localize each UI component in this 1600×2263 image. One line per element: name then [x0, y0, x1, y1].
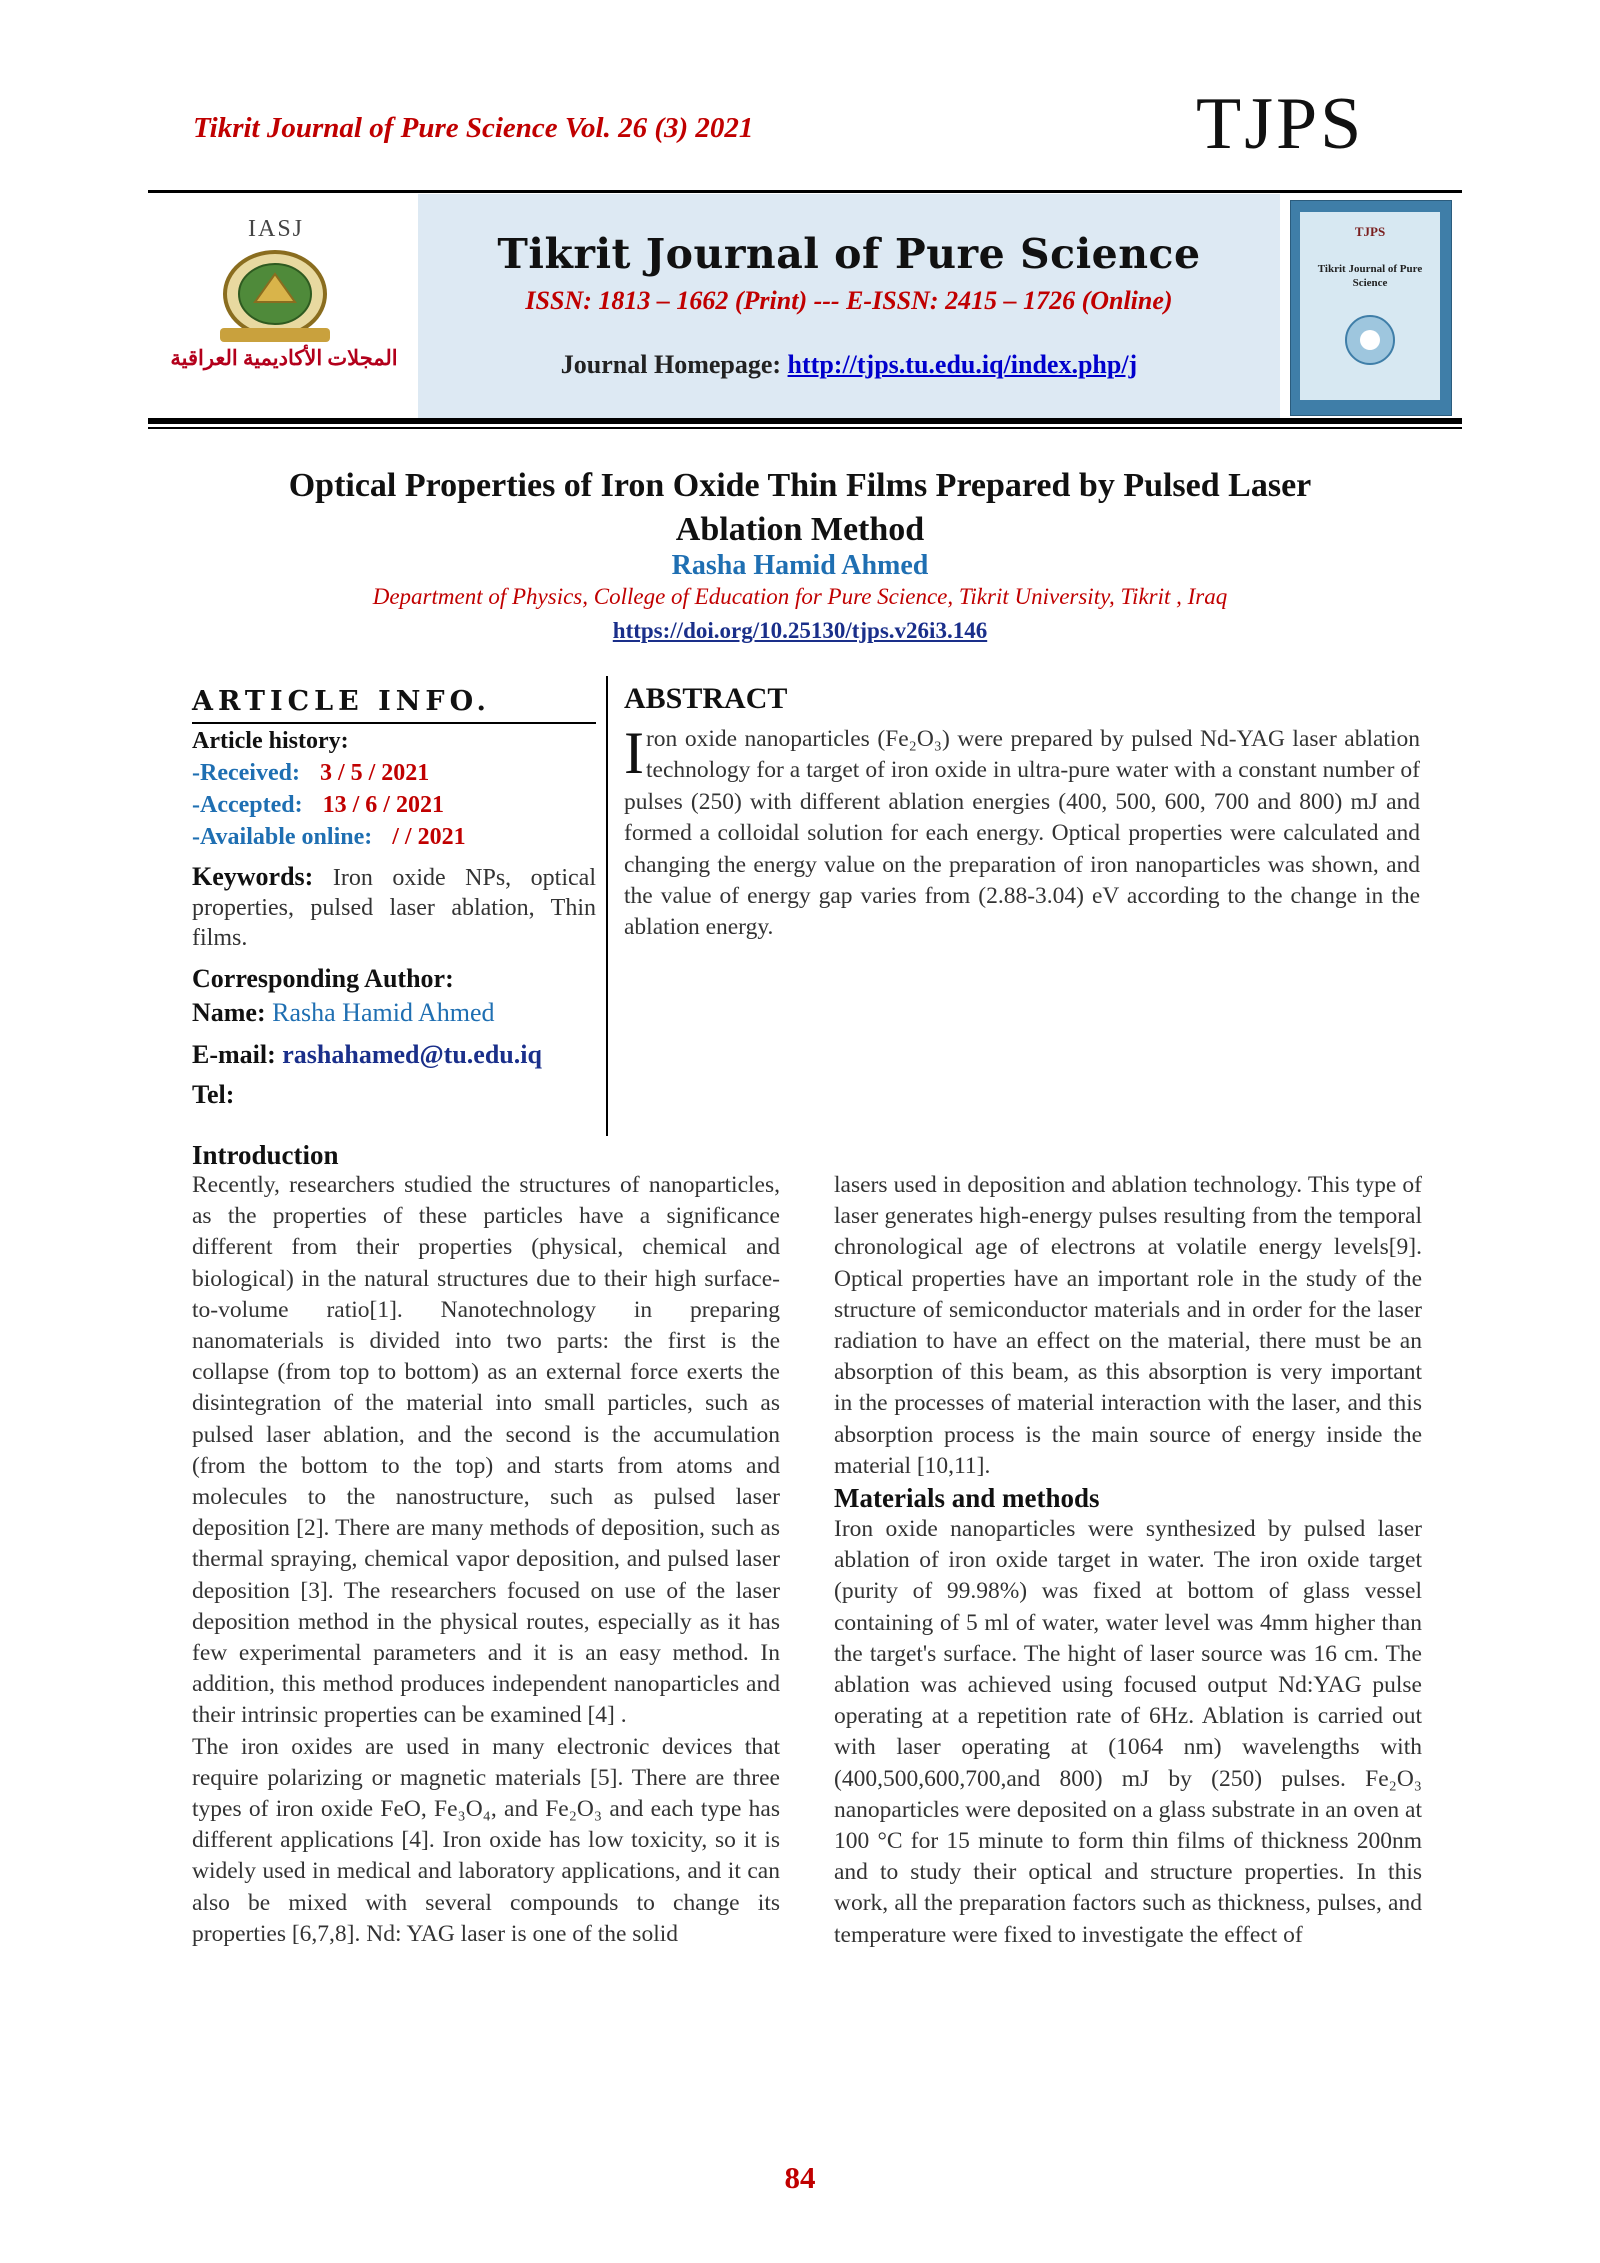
accepted-date: 13 / 6 / 2021 — [322, 792, 444, 818]
available-online-date: / / 2021 — [392, 824, 466, 850]
email-row — [192, 1040, 542, 1070]
paper-author: Rasha Hamid Ahmed — [671, 550, 929, 581]
paper-affiliation: Department of Physics, College of Education for Pure Science, Tikrit University, Tikrit , Iraq — [372, 584, 1228, 609]
abstract-dropcap: I — [624, 720, 644, 786]
abstract-text: ron oxide nanoparticles (Fe₂O₃) were prepared by pulsed Nd-YAG laser ablation technology for a target of iron oxide in ultra-pure water with a constant number of pulses (250) with different ablation energies (400, 500, 600, 700 and 800) mJ and formed a colloidal solution for each energy. Optical properties were calculated and changing the energy value on the preparation of iron nanoparticles was shown, and the value of energy gap varies from (2.88-3.04) eV according to the change in the ablation energy. — [624, 726, 1420, 941]
banner-journal-title: Tikrit Journal of Pure Science — [497, 230, 1201, 278]
iasj-emblem-icon — [200, 244, 350, 348]
cover-journal-name: Tikrit Journal of Pure Science — [1317, 263, 1423, 289]
received-label: -Received: — [192, 760, 300, 786]
tjps-masthead: TJPS — [1196, 83, 1365, 165]
intro-paragraph-3: lasers used in deposition and ablation technology. This type of laser generates high-energy pulses resulting from the temporal chronological age of electrons at volatile energy levels[9]. Optical properties have an important role in the study of the structure of semiconductor materials and in order for the laser radiation to have an effect on the material, there must be an absorption of this beam, as this absorption is very important in the processes of material interaction with the laser, and this absorption process is the main source of energy inside the material [10,11]. — [834, 1172, 1422, 1479]
journal-cover-inner — [1300, 212, 1440, 400]
article-history-label: Article history: — [192, 728, 349, 754]
homepage-link[interactable]: http://tjps.tu.edu.iq/index.php/j — [787, 350, 1138, 379]
received-date: 3 / 5 / 2021 — [319, 760, 430, 786]
accepted-label: -Accepted: — [192, 792, 303, 818]
body-left-column — [192, 1170, 780, 1950]
keywords-text: Iron oxide NPs, optical properties, pulsed laser ablation, Thin films. — [192, 865, 596, 951]
iasj-label: IASJ — [248, 216, 305, 242]
tel-label: Tel: — [192, 1080, 235, 1109]
corresponding-author-label: Corresponding Author: — [192, 964, 454, 993]
homepage-label: Journal Homepage: — [560, 350, 788, 379]
column-divider — [606, 676, 608, 1136]
header-rule — [148, 190, 1462, 193]
intro-paragraph-1: Recently, researchers studied the structures of nanoparticles, as the properties of these particles have a significance different from their properties (physical, chemical and biological) in the natural structures due to their high surface-to-volume ratio[1]. Nanotechnology in preparing nanomaterials is divided into two parts: the first is the collapse (from top to bottom) as an external force exerts the disintegration of the material into small particles, such as pulsed laser ablation, and the second is the accumulation (from the bottom to the top) and starts from atoms and molecules to the nanostructure, such as pulsed laser deposition [2]. There are many methods of deposition, such as thermal spraying, chemical vapor deposition, and pulsed laser deposition [3]. The researchers focused on use of the laser deposition method in the physical routes, especially as it has few experimental parameters and it is an easy method. In addition, this method produces independent nanoparticles and their intrinsic properties can be examined [4] . — [192, 1172, 780, 1729]
body-right-column — [834, 1170, 1422, 1951]
available-online-row — [192, 824, 466, 851]
banner-rule-thin — [148, 427, 1462, 429]
abstract-body — [624, 720, 1420, 944]
page-number: 84 — [784, 2160, 816, 2195]
accepted-row — [192, 792, 444, 819]
received-row — [192, 760, 429, 787]
banner-homepage — [418, 350, 1280, 380]
paper-title — [200, 464, 1400, 552]
methods-heading: Materials and methods — [834, 1483, 1100, 1514]
article-info-rule — [192, 722, 596, 724]
author-name-row — [192, 998, 495, 1028]
introduction-heading: Introduction — [192, 1140, 339, 1170]
paper-title-line-2: Ablation Method — [675, 511, 925, 548]
paper-doi-link[interactable]: https://doi.org/10.25130/tjps.v26i3.146 — [612, 618, 988, 643]
email-value[interactable]: rashahamed@tu.edu.iq — [282, 1040, 542, 1069]
iasj-arabic-name: المجلات الأكاديمية العراقية — [170, 346, 398, 370]
email-label: E-mail: — [192, 1040, 283, 1069]
author-name-value: Rasha Hamid Ahmed — [272, 998, 495, 1027]
cover-tjps-label: TJPS — [1354, 224, 1386, 239]
abstract-heading: ABSTRACT — [624, 682, 788, 715]
cover-graphic-icon — [1330, 310, 1410, 370]
available-online-label: -Available online: — [192, 824, 373, 850]
methods-paragraph: Iron oxide nanoparticles were synthesized by pulsed laser ablation of iron oxide target in water. The iron oxide target (purity of 99.98%) was fixed at bottom of glass vessel containing of 5 ml of water, water level was 4mm higher than the target's surface. The hight of laser source was 16 cm. The ablation was achieved using focused output Nd:YAG pulse operating at a repetition rate of 6Hz. Ablation is carried out with laser operating at (1064 nm) wavelengths with (400,500,600,700,and 800) mJ by (250) pulses. Fe₂O₃ nanoparticles were deposited on a glass substrate in an oven at 100 °C for 15 minute to form thin films of thickness 200nm and to study their optical and structure properties. In this work, all the preparation factors such as thickness, pulses, and temperature were fixed to investigate the effect of — [834, 1516, 1422, 1948]
banner-issn: ISSN: 1813 – 1662 (Print) --- E-ISSN: 2415 – 1726 (Online) — [525, 286, 1173, 315]
intro-paragraph-2: The iron oxides are used in many electronic devices that require polarizing or magnetic materials [5]. There are three types of iron oxide FeO, Fe₃O₄, and Fe₂O₃ and each type has different applications [4]. Iron oxide has low toxicity, so it is widely used in medical and laboratory applications, and it can also be mixed with several compounds to change its properties [6,7,8]. Nd: YAG laser is one of the solid — [192, 1733, 780, 1947]
author-name-label: Name: — [192, 998, 273, 1027]
paper-title-line-1: Optical Properties of Iron Oxide Thin Films Prepared by Pulsed Laser — [288, 467, 1312, 504]
banner-rule-thick — [148, 418, 1462, 424]
keywords-block — [192, 862, 596, 953]
article-info-heading: ARTICLE INFO. — [192, 686, 491, 717]
keywords-label: Keywords: — [192, 862, 314, 891]
journal-running-header: Tikrit Journal of Pure Science Vol. 26 (3) 2021 — [193, 112, 754, 144]
